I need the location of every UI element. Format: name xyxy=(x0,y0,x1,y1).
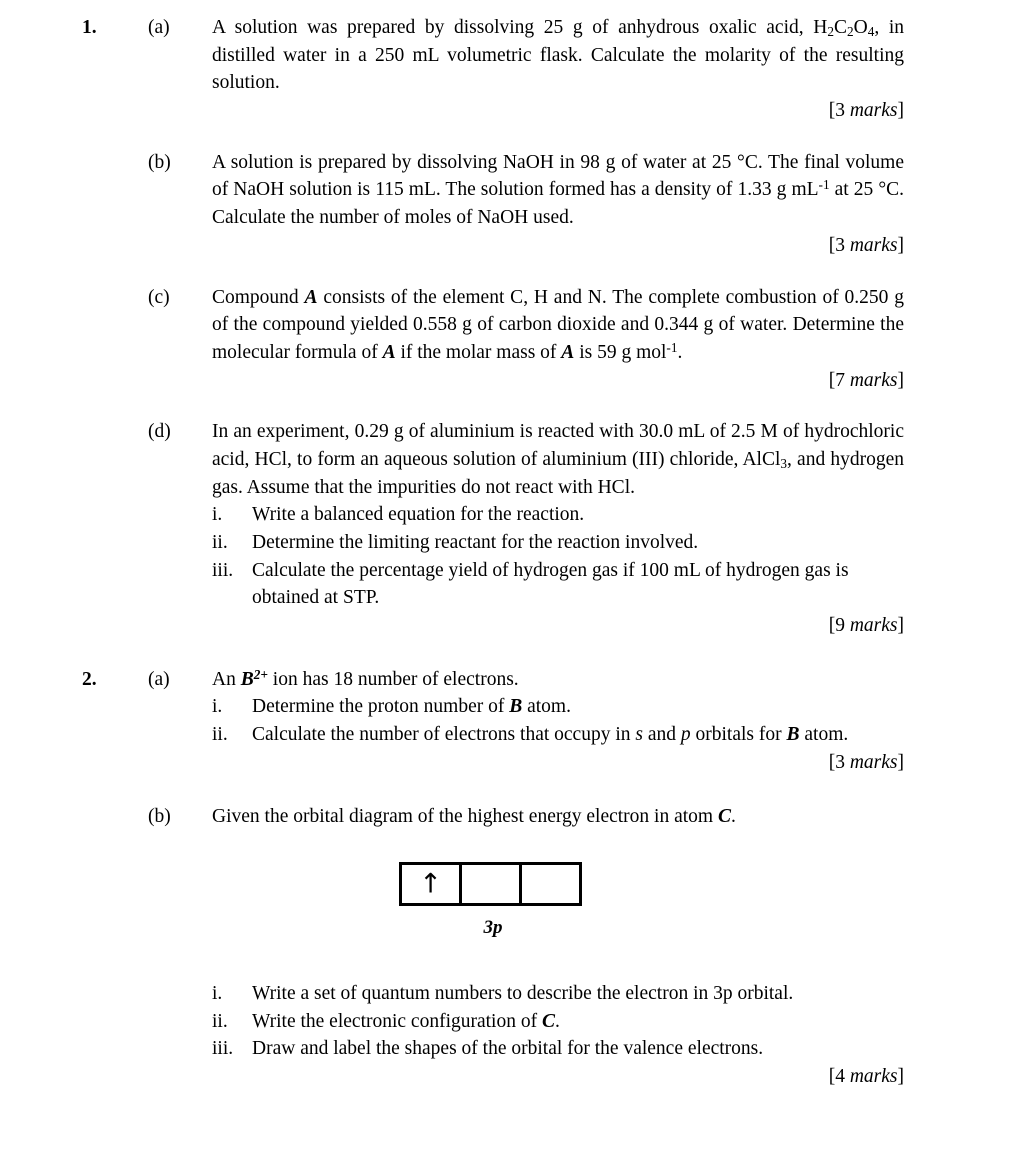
orbital-diagram xyxy=(82,862,904,942)
marks-word-1b: marks xyxy=(849,234,898,256)
top-spacer xyxy=(0,0,1033,14)
subitem-text-2b-iii: Draw and label the shapes of the orbital for the valence electrons. xyxy=(252,1038,764,1060)
question-1b xyxy=(82,149,904,232)
orbital-cell-2 xyxy=(462,865,522,903)
subitem-text-1d-iii: Calculate the percentage yield of hydrogen gas if 100 mL of hydrogen gas is obtained at STP. xyxy=(252,559,849,609)
question-2b xyxy=(82,803,904,831)
marks-1d: [9 marks] xyxy=(828,615,904,637)
orbital-cell-3 xyxy=(522,865,579,903)
marks-1c: [7 marks] xyxy=(828,369,904,391)
subitem-text-2b-ii: Write the electronic configuration of C. xyxy=(252,1010,560,1032)
question-text-2a-stem: An $B^{2+}$ ion has 18 number of electrons. xyxy=(212,666,519,690)
question-1a xyxy=(82,14,904,97)
marks-word-2a: marks xyxy=(849,751,898,773)
marks-word-1c: marks xyxy=(849,369,898,391)
marks-word-1a: marks xyxy=(849,100,898,122)
gap-after-orbital-diagram xyxy=(0,942,1033,980)
marks-1b: [3 marks] xyxy=(828,234,904,256)
subitem-text-2a-i: Determine the proton number of B atom. xyxy=(252,696,571,718)
part-label-2b: (b) xyxy=(148,805,171,827)
part-label-1c: (c) xyxy=(148,286,170,308)
question-text-1d xyxy=(212,418,904,612)
subitem-numeral-1d-ii: ii. xyxy=(212,532,228,553)
subitem-text-2b-i: Write a set of quantum numbers to describe the electron in 3p orbital. xyxy=(252,982,794,1004)
gap-before-orbital-diagram xyxy=(0,830,1033,862)
marks-word-1d: marks xyxy=(849,615,898,637)
part-label-1b: (b) xyxy=(148,151,171,173)
subitem-list-1d xyxy=(212,501,904,612)
subitem-numeral-2a-ii: ii. xyxy=(212,724,228,746)
marks-2a: [3 marks] xyxy=(828,751,904,773)
question-1d xyxy=(82,418,904,612)
marks-number-1a: 3 xyxy=(835,100,845,122)
marks-number-1b: 3 xyxy=(835,234,845,256)
subitem-numeral-2a-i: i. xyxy=(212,696,223,718)
part-label-1a: (a) xyxy=(148,17,170,38)
marks-number-1c: 7 xyxy=(835,369,845,391)
orbital-diagram-label: 3p xyxy=(483,916,503,938)
question-text-1a: A solution was prepared by dissolving 25 g of anhydrous oxalic acid, $H_2C_2O_4$, in distilled water in a 250 mL volumetric flask. Calculate the molarity of the resulting solution. xyxy=(212,17,904,94)
orbital-cell-1 xyxy=(402,865,462,903)
question-number-1: 1. xyxy=(82,17,97,38)
marks-number-2a: 3 xyxy=(835,751,845,773)
marks-1a: [3 marks] xyxy=(828,100,904,122)
question-2a xyxy=(82,666,904,749)
marks-2b: [4 marks] xyxy=(828,1065,904,1087)
question-text-1d-stem: In an experiment, 0.29 g of aluminium is reacted with 30.0 mL of 2.5 M of hydrochloric acid, HCl, to form an aqueous solution of aluminium (III) chloride, AlCl$_3$, and hydrogen gas. Assume that the impurities do not react with HCl. xyxy=(212,421,904,498)
subitem-numeral-1d-iii: iii. xyxy=(212,559,234,581)
question-text-2a xyxy=(212,666,904,749)
question-2b-subitem-body xyxy=(212,980,904,1063)
question-number-2: 2. xyxy=(82,668,97,690)
question-text-2b: Given the orbital diagram of the highest energy electron in atom C. xyxy=(212,805,736,827)
question-text-1b: A solution is prepared by dissolving NaOH in 98 g of water at 25 °C. The final volume of NaOH solution is 115 mL. The solution formed has a density of 1.33 g $mL^{-1}$ at 25 °C. Calculate the number of moles of NaOH used. xyxy=(212,151,904,229)
subitem-text-1d-i: Write a balanced equation for the reaction. xyxy=(252,504,585,526)
marks-word-2b: marks xyxy=(849,1065,898,1087)
subitem-numeral-1d-i: i. xyxy=(212,504,223,526)
subitem-list-2a xyxy=(212,693,904,748)
subitem-list-2b xyxy=(212,980,904,1063)
question-1c xyxy=(82,284,904,367)
question-text-1c: Compound A consists of the element C, H and N. The complete combustion of 0.250 g of the compound yielded 0.558 g of carbon dioxide and 0.344 g of water. Determine the molecular formula of A if the molar mass of A is 59 g mol$^{-1}$. xyxy=(212,286,904,363)
subitem-numeral-2b-iii: iii. xyxy=(212,1038,234,1060)
gap-2a-2b xyxy=(0,777,1033,803)
subitem-text-1d-ii: Determine the limiting reactant for the reaction involved. xyxy=(252,532,699,553)
question-2b-subitems xyxy=(82,980,904,1063)
part-label-2a: (a) xyxy=(148,668,170,690)
marks-number-1d: 9 xyxy=(835,615,845,637)
subitem-text-2a-ii: Calculate the number of electrons that occupy in s and p orbitals for B atom. xyxy=(252,724,849,746)
marks-number-2b: 4 xyxy=(835,1065,845,1087)
up-arrow-icon: ↑ xyxy=(419,868,442,900)
gap-q1-q2 xyxy=(0,640,1033,666)
part-label-spacer-2b-sub xyxy=(148,980,212,1063)
gap-1b-1c xyxy=(0,260,1033,284)
subitem-numeral-2b-ii: ii. xyxy=(212,1010,228,1032)
orbital-box-row xyxy=(399,862,582,906)
gap-1a-1b xyxy=(0,125,1033,149)
gap-1c-1d xyxy=(0,394,1033,418)
subitem-numeral-2b-i: i. xyxy=(212,982,223,1004)
part-label-1d: (d) xyxy=(148,421,171,443)
